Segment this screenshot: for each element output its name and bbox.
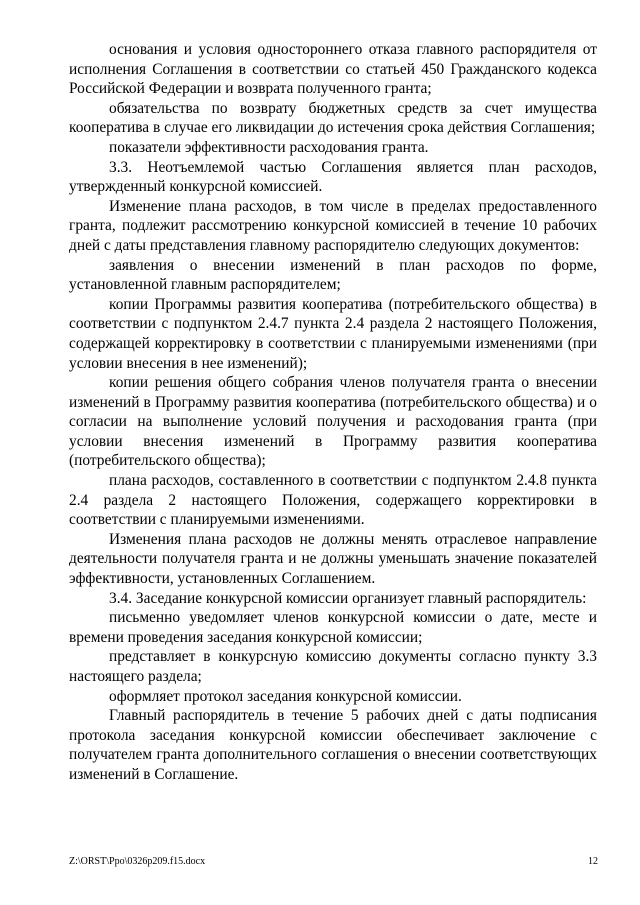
footer-file-path: Z:\ORST\Ppo\0326p209.f15.docx [69, 856, 206, 867]
paragraph: основания и условия одностороннего отказа главного распорядителя от исполнения Соглашения в соответствии со статьей 450 Гражданского кодекса Российской Федерации и возврата полученного гранта; [69, 41, 597, 98]
paragraph: Изменение плана расходов, в том числе в пределах предоставленного гранта, подлежит рассмотрению конкурсной комиссией в течение 10 рабочих дней с даты представления главному распорядителю следующих документов: [69, 197, 597, 254]
paragraph: плана расходов, составленного в соответствии с подпунктом 2.4.8 пункта 2.4 раздела 2 настоящего Положения, содержащего корректировки в соответствии с планируемыми изменениями. [69, 472, 597, 529]
paragraph: копии Программы развития кооператива (потребительского общества) в соответствии с подпунктом 2.4.7 пункта 2.4 раздела 2 настоящего Положения, содержащей корректировку в соответствии с планируемыми изменениями (при условии внесения в нее изменений); [69, 295, 597, 372]
paragraph: 3.4. Заседание конкурсной комиссии организует главный распорядитель: [109, 589, 587, 607]
paragraph: 3.3. Неотъемлемой частью Соглашения является план расходов, утвержденный конкурсной комиссией. [69, 158, 597, 196]
paragraph: представляет в конкурсную комиссию документы согласно пункту 3.3 настоящего раздела; [69, 648, 597, 685]
paragraph: обязательства по возврату бюджетных средств за счет имущества кооператива в случае его ликвидации до истечения срока действия Соглашения; [69, 99, 597, 137]
paragraph: Главный распорядитель в течение 5 рабочих дней с даты подписания протокола заседания конкурсной комиссии обеспечивает заключение с получателем гранта дополнительного соглашения о внесении соответствующих изменений в Соглашение. [69, 707, 597, 783]
paragraph: оформляет протокол заседания конкурсной комиссии. [109, 687, 462, 705]
paragraph: копии решения общего собрания членов получателя гранта о внесении изменений в Программу развития кооператива (потребительского общества) и о согласии на выполнение условий получения и расходования гранта (при условии внесения изменений в Программу развития кооператива (потребительского общества); [69, 374, 597, 470]
paragraph: Изменения плана расходов не должны менять отраслевое направление деятельности получателя гранта и не должны уменьшать значение показателей эффективности, установленных Соглашением. [69, 530, 597, 588]
paragraph: заявления о внесении изменений в план расходов по форме, установленной главным распорядителем; [69, 256, 597, 294]
paragraph: показатели эффективности расходования гранта. [109, 138, 429, 156]
document-body [69, 40, 597, 785]
page-number: 12 [588, 856, 598, 867]
paragraph: письменно уведомляет членов конкурсной комиссии о дате, месте и времени проведения заседания конкурсной комиссии; [69, 609, 597, 646]
page-footer [69, 856, 598, 868]
